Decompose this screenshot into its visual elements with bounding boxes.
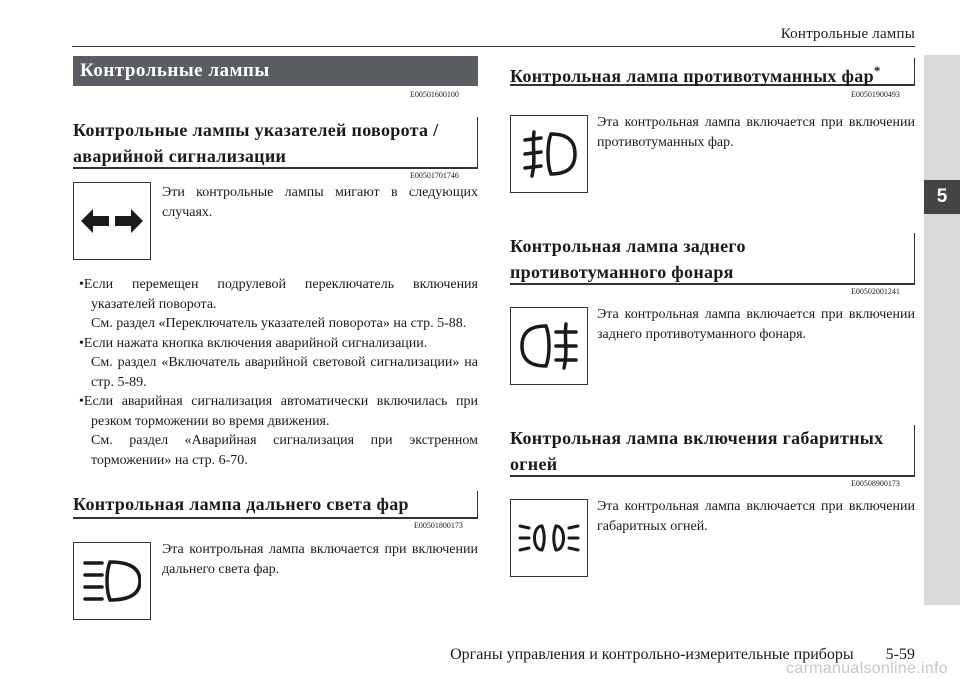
turn-signal-icon-box bbox=[73, 182, 151, 260]
chapter-thumb-tab bbox=[924, 55, 960, 605]
rear-fog-heading-line1: Контрольная лампа заднего bbox=[510, 236, 746, 256]
front-fog-icon-box bbox=[510, 115, 588, 193]
turn-signal-heading-line1: Контрольные лампы указателей поворота / bbox=[73, 120, 439, 140]
front-fog-asterisk: * bbox=[873, 63, 881, 78]
banner-code: E00501600100 bbox=[410, 90, 459, 99]
position-lamp-heading-line2: огней bbox=[510, 454, 558, 474]
rear-fog-text: Эта контрольная лампа включается при включении заднего противотуманного фонаря. bbox=[597, 307, 915, 342]
rear-fog-heading-line2: противотуманного фонаря bbox=[510, 262, 734, 282]
bullet-2-ref: См. раздел «Включатель аварийной световой сигнализации» на стр. 5-89. bbox=[91, 355, 478, 390]
position-lamp-heading-line1: Контрольная лампа включения габаритных bbox=[510, 428, 884, 448]
high-beam-code: E00501800173 bbox=[414, 521, 463, 530]
turn-signal-text: Эти контрольные лампы мигают в следующих случаях. bbox=[162, 185, 478, 220]
position-lamp-text: Эта контрольная лампа включается при включении габаритных огней. bbox=[597, 499, 915, 534]
chapter-number-badge: 5 bbox=[924, 180, 960, 214]
turn-signal-code: E00501701746 bbox=[410, 171, 459, 180]
front-fog-text: Эта контрольная лампа включается при включении противотуманных фар. bbox=[597, 115, 915, 150]
header-rule bbox=[72, 46, 915, 47]
rear-fog-heading bbox=[510, 233, 915, 285]
bullet-1-ref: См. раздел «Переключатель указателей поворота» на стр. 5-88. bbox=[91, 316, 467, 331]
rear-fog-light-icon bbox=[518, 320, 580, 372]
section-banner: Контрольные лампы bbox=[73, 56, 478, 86]
bullet-3-ref: См. раздел «Аварийная сигнализация при экстренном торможении» на стр. 6-70. bbox=[91, 433, 478, 468]
position-lamp-icon bbox=[517, 518, 581, 558]
turn-signal-heading-line2: аварийной сигнализации bbox=[73, 146, 287, 166]
rear-fog-icon-box bbox=[510, 307, 588, 385]
rear-fog-code: E00502001241 bbox=[851, 287, 900, 296]
high-beam-heading: Контрольная лампа дальнего света фар bbox=[73, 491, 478, 519]
front-fog-heading bbox=[510, 58, 915, 86]
footer-section-title: Органы управления и контрольно-измерительные приборы bbox=[450, 646, 854, 663]
footer-page-number: 5-59 bbox=[885, 646, 915, 663]
position-lamp-icon-box bbox=[510, 499, 588, 577]
turn-signal-arrows-icon bbox=[81, 206, 143, 236]
turn-signal-heading bbox=[73, 117, 478, 169]
watermark: carmanualsonline.info bbox=[786, 660, 948, 677]
bullet-2: •Если нажата кнопка включения аварийной сигнализации. bbox=[79, 335, 428, 351]
turn-signal-bullet-list bbox=[79, 275, 478, 470]
bullet-1: •Если перемещен подрулевой переключатель включения указателей поворота. bbox=[79, 277, 478, 312]
high-beam-icon-box bbox=[73, 542, 151, 620]
running-title: Контрольные лампы bbox=[780, 26, 915, 42]
front-fog-heading-text: Контрольная лампа противотуманных фар bbox=[510, 66, 874, 86]
position-lamp-code: E00508900173 bbox=[851, 479, 900, 488]
front-fog-light-icon bbox=[521, 128, 577, 180]
front-fog-code: E00501900493 bbox=[851, 90, 900, 99]
high-beam-text: Эта контрольная лампа включается при включении дальнего света фар. bbox=[162, 542, 478, 577]
position-lamp-heading bbox=[510, 425, 915, 477]
bullet-3: •Если аварийная сигнализация автоматически включилась при резком торможении во время движения. bbox=[79, 394, 478, 429]
high-beam-icon bbox=[83, 558, 141, 604]
